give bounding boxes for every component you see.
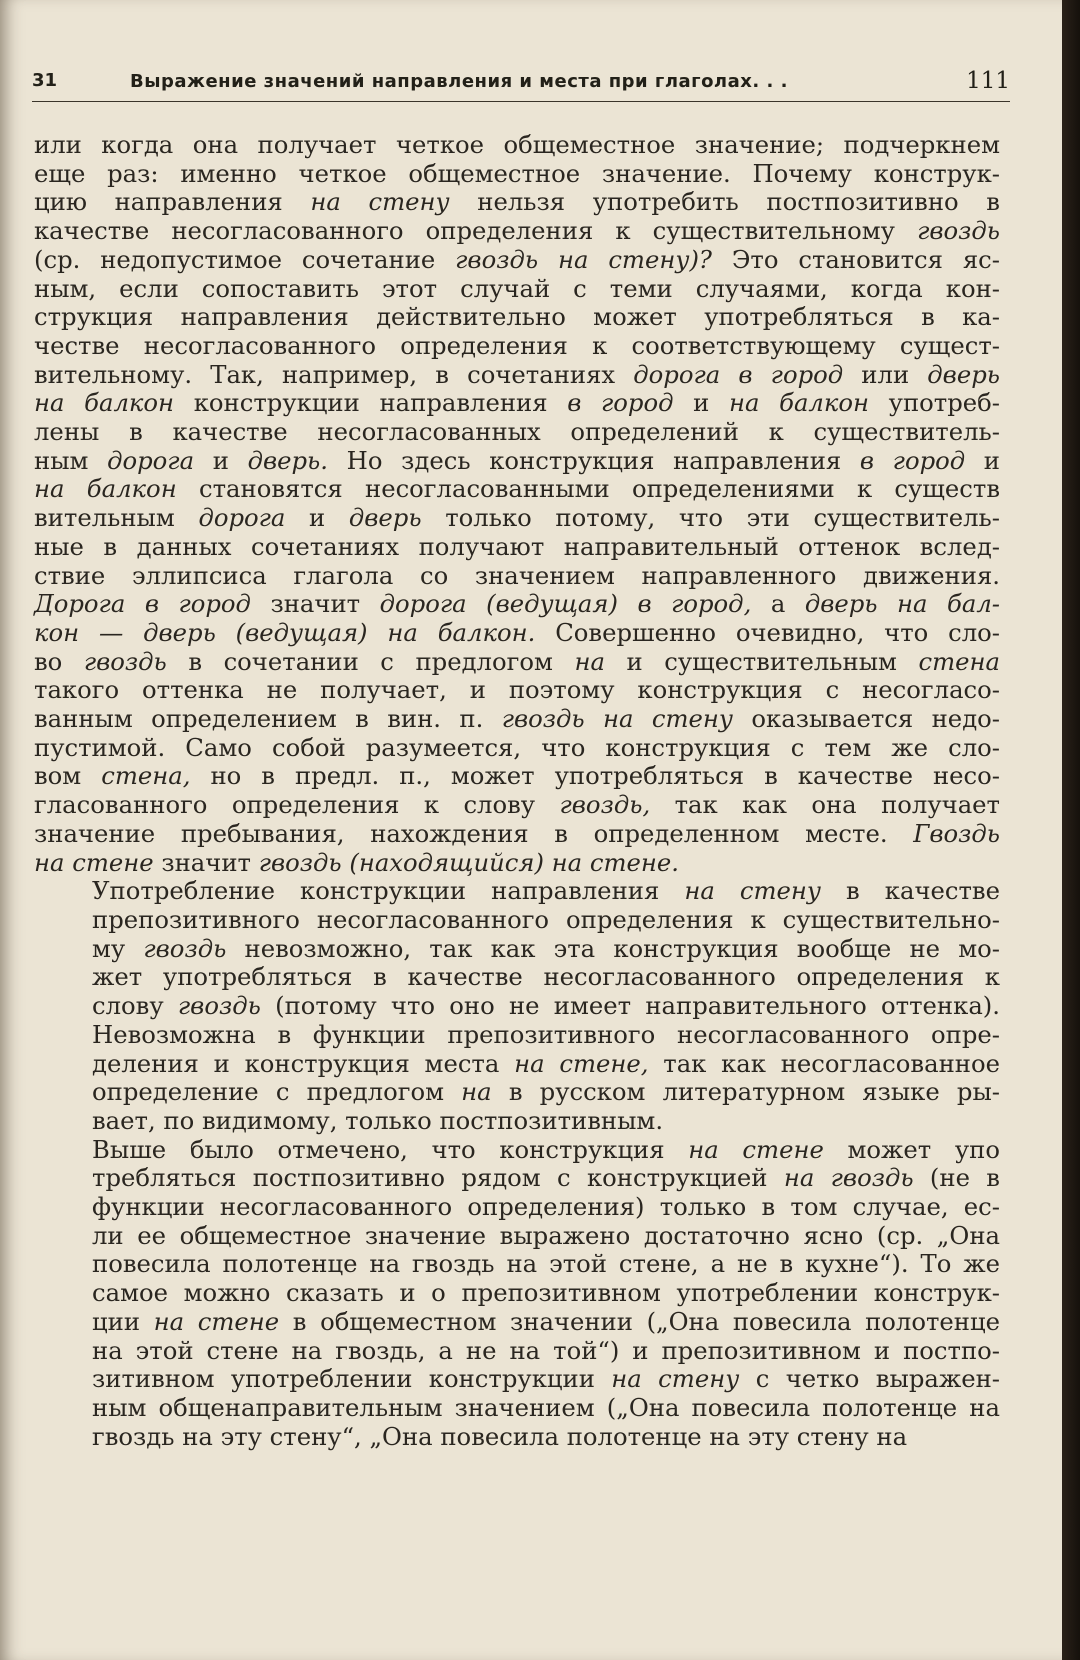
- text-run: во: [34, 646, 84, 676]
- text-line: [34, 849, 1000, 878]
- text-line: [34, 1078, 1000, 1107]
- text-run: так как она получает: [650, 790, 1000, 820]
- text-run: только потому, что эти существитель-: [421, 503, 1000, 533]
- text-run: ванным определением в вин. п.: [34, 704, 502, 734]
- text-line: [34, 935, 1000, 964]
- italic-example: гвоздь: [177, 991, 261, 1021]
- text-line: [34, 160, 1000, 189]
- text-run: гвоздь на эту стену“, „Она повесила полотенце на эту стену на: [92, 1421, 908, 1451]
- paragraph: [34, 877, 1000, 1135]
- text-line: [34, 992, 1000, 1021]
- page-edge: [1062, 0, 1080, 1660]
- text-run: Но здесь конструкция направления: [328, 445, 860, 475]
- text-run: струкция направления действительно может употребляться в ка-: [34, 302, 1000, 332]
- text-run: и: [194, 445, 248, 475]
- text-run: цию направления: [34, 187, 311, 217]
- text-line: [34, 533, 1000, 562]
- text-run: функции несогласованного определения) только в том случае, ес-: [92, 1192, 1000, 1222]
- text-line: [34, 1394, 1000, 1423]
- text-run: самое можно сказать и о препозитивном употреблении конструк-: [92, 1278, 1000, 1308]
- italic-example: дорога: [107, 445, 195, 475]
- text-line: [34, 619, 1000, 648]
- text-run: лены в качестве несогласованных определений к существитель-: [34, 417, 1000, 447]
- italic-example: на: [574, 646, 605, 676]
- text-line: [34, 246, 1000, 275]
- text-line: [34, 504, 1000, 533]
- text-line: [34, 1193, 1000, 1222]
- text-run: и: [285, 503, 349, 533]
- text-run: пустимой. Само собой разумеется, что конструкция с тем же сло-: [34, 732, 1000, 762]
- italic-example: на стене,: [514, 1048, 649, 1078]
- text-line: [34, 1222, 1000, 1251]
- text-run: ным общенаправительным значением („Она повесила полотенце на: [92, 1392, 1000, 1422]
- italic-example: в город: [567, 388, 674, 418]
- text-run: но в предл. п., может употребляться в качестве несо-: [190, 761, 1000, 791]
- text-run: повесила полотенце на гвоздь на этой стене, а не в кухне“). То же: [92, 1249, 1000, 1279]
- text-run: Совершенно очевидно, что сло-: [535, 617, 1000, 647]
- text-run: Невозможна в функции препозитивного несогласованного опре-: [92, 1019, 1000, 1049]
- italic-example: дверь на бал-: [804, 589, 1001, 619]
- italic-example: на стене: [34, 847, 154, 877]
- italic-example: гвоздь на стену: [501, 704, 734, 734]
- text-run: (ср. недопустимое сочетание: [34, 244, 456, 274]
- text-line: [34, 1250, 1000, 1279]
- text-run: или: [843, 359, 928, 389]
- text-line: [34, 475, 1000, 504]
- italic-example: кон — дверь (ведущая) на балкон.: [34, 617, 536, 647]
- text-run: честве несогласованного определения к соответствующему сущест-: [34, 330, 1000, 360]
- text-line: [34, 1164, 1000, 1193]
- page-number: 111: [966, 68, 1010, 94]
- text-line: [34, 877, 1000, 906]
- text-line: [34, 734, 1000, 763]
- italic-example: на балкон: [34, 388, 175, 418]
- italic-example: на стене: [153, 1306, 280, 1336]
- text-line: [34, 447, 1000, 476]
- text-run: требляться постпозитивно рядом с конструкцией: [92, 1163, 784, 1193]
- text-line: [34, 1136, 1000, 1165]
- text-run: такого оттенка не получает, и поэтому конструкция с несогласо-: [34, 675, 1000, 705]
- italic-example: дорога (ведущая) в город,: [379, 589, 752, 619]
- italic-example: дорога в город: [633, 359, 844, 389]
- italic-example: на гвоздь: [783, 1163, 914, 1193]
- page-number-left: 31: [32, 70, 58, 91]
- text-line: [34, 820, 1000, 849]
- text-line: [34, 1107, 1000, 1136]
- text-run: значит: [153, 847, 259, 877]
- text-run: вительным: [34, 503, 199, 533]
- text-run: Употребление конструкции направления: [92, 876, 685, 906]
- text-run: ствие эллипсиса глагола со значением направленного движения.: [34, 560, 1000, 590]
- text-run: препозитивного несогласованного определения к существительно-: [92, 904, 1000, 934]
- text-run: конструкции направления: [174, 388, 568, 418]
- header-rule: [32, 101, 1010, 102]
- text-run: так как несогласованное: [648, 1048, 1000, 1078]
- text-run: или когда она получает четкое общеместное значение; подчеркнем: [34, 130, 1000, 159]
- text-run: ли ее общеместное значение выражено достаточно ясно (ср. „Она: [92, 1220, 1000, 1250]
- text-run: а: [751, 589, 805, 619]
- text-run: может упо: [823, 1134, 1001, 1164]
- italic-example: дверь.: [247, 445, 329, 475]
- text-run: му: [92, 933, 144, 963]
- text-line: [34, 1279, 1000, 1308]
- italic-example: гвоздь,: [559, 790, 651, 820]
- italic-example: Дорога в город: [34, 589, 251, 619]
- italic-example: в город: [859, 445, 966, 475]
- italic-example: на стене: [688, 1134, 824, 1164]
- text-run: в сочетании с предлогом: [166, 646, 575, 676]
- text-line: [34, 1365, 1000, 1394]
- text-run: вом: [34, 761, 102, 791]
- text-run: и: [965, 445, 1001, 475]
- text-run: определение с предлогом: [92, 1077, 462, 1107]
- text-run: значит: [250, 589, 380, 619]
- text-run: гласованного определения к слову: [34, 790, 560, 820]
- italic-example: на балкон: [34, 474, 177, 504]
- paragraph: [34, 131, 1000, 877]
- text-line: [34, 762, 1000, 791]
- text-line: [34, 676, 1000, 705]
- text-line: [34, 1021, 1000, 1050]
- text-line: [34, 1423, 1000, 1452]
- text-line: [34, 963, 1000, 992]
- text-line: [34, 389, 1000, 418]
- italic-example: дорога: [198, 503, 286, 533]
- text-line: [34, 590, 1000, 619]
- body-text: [34, 131, 1000, 1451]
- text-line: [34, 1308, 1000, 1337]
- italic-example: стена,: [101, 761, 191, 791]
- running-title: Выражение значений направления и места при глаголах. . .: [130, 71, 788, 92]
- text-run: на этой стене на гвоздь, а не на той“) и препозитивном и постпо-: [92, 1335, 1000, 1365]
- text-run: Это становится яс-: [711, 244, 1000, 274]
- text-run: и: [673, 388, 729, 418]
- text-run: зитивном употреблении конструкции: [92, 1364, 612, 1394]
- text-run: ным: [34, 445, 108, 475]
- text-run: становятся несогласованными определениями к существ: [176, 474, 1000, 504]
- text-line: [34, 332, 1000, 361]
- text-run: в общеместном значении („Она повесила полотенце: [279, 1306, 1000, 1336]
- italic-example: на стену: [310, 187, 450, 217]
- italic-example: дверь: [348, 503, 422, 533]
- italic-example: дверь: [927, 359, 1000, 389]
- italic-example: Гвоздь: [913, 818, 1000, 848]
- text-run: в русском литературном языке ры-: [491, 1077, 1001, 1107]
- text-run: с четко выражен-: [739, 1364, 1000, 1394]
- text-run: оказывается недо-: [733, 704, 1000, 734]
- text-line: [34, 217, 1000, 246]
- text-run: качестве несогласованного определения к существительному: [34, 216, 918, 246]
- text-run: нельзя употребить постпозитивно в: [449, 187, 1000, 217]
- text-line: [34, 303, 1000, 332]
- text-run: ным, если сопоставить этот случай с теми случаями, когда кон-: [34, 273, 1000, 303]
- text-line: [34, 705, 1000, 734]
- italic-example: гвоздь (находящийся) на стене.: [258, 847, 679, 877]
- text-run: вает, по видимому, только постпозитивным.: [92, 1105, 664, 1135]
- text-line: [34, 131, 1000, 160]
- text-run: слову: [92, 991, 178, 1021]
- text-line: [34, 275, 1000, 304]
- italic-example: на балкон: [728, 388, 870, 418]
- text-run: жет употребляться в качестве несогласованного определения к: [92, 962, 1000, 992]
- text-line: [34, 418, 1000, 447]
- paragraph: [34, 1136, 1000, 1452]
- italic-example: гвоздь: [83, 646, 167, 676]
- italic-example: на: [461, 1077, 492, 1107]
- italic-example: гвоздь: [917, 216, 1000, 246]
- text-run: (не в: [913, 1163, 1000, 1193]
- text-run: вительному. Так, например, в сочетаниях: [34, 359, 634, 389]
- text-line: [34, 562, 1000, 591]
- text-run: деления и конструкция места: [92, 1048, 515, 1078]
- italic-example: гвоздь на стену)?: [455, 244, 712, 274]
- text-line: [34, 906, 1000, 935]
- text-line: [34, 1337, 1000, 1366]
- text-line: [34, 361, 1000, 390]
- text-run: ции: [92, 1306, 154, 1336]
- text-run: значение пребывания, нахождения в определенном месте.: [34, 818, 914, 848]
- italic-example: на стену: [611, 1364, 740, 1394]
- running-header: [32, 68, 1010, 98]
- italic-example: стена: [918, 646, 1001, 676]
- text-line: [34, 1050, 1000, 1079]
- italic-example: гвоздь: [143, 933, 227, 963]
- text-run: ные в данных сочетаниях получают направительный оттенок вслед-: [34, 531, 1000, 561]
- text-run: и существительным: [604, 646, 919, 676]
- text-run: невозможно, так как эта конструкция вообще не мо-: [226, 933, 1000, 963]
- text-run: еще раз: именно четкое общеместное значение. Почему конструк-: [34, 158, 1000, 188]
- text-run: в качестве: [821, 876, 1000, 906]
- text-line: [34, 648, 1000, 677]
- text-run: (потому что оно не имеет направительного оттенка).: [260, 991, 1001, 1021]
- text-line: [34, 188, 1000, 217]
- text-run: употреб-: [869, 388, 1001, 418]
- text-line: [34, 791, 1000, 820]
- italic-example: на стену: [684, 876, 821, 906]
- text-run: Выше было отмечено, что конструкция: [92, 1134, 689, 1164]
